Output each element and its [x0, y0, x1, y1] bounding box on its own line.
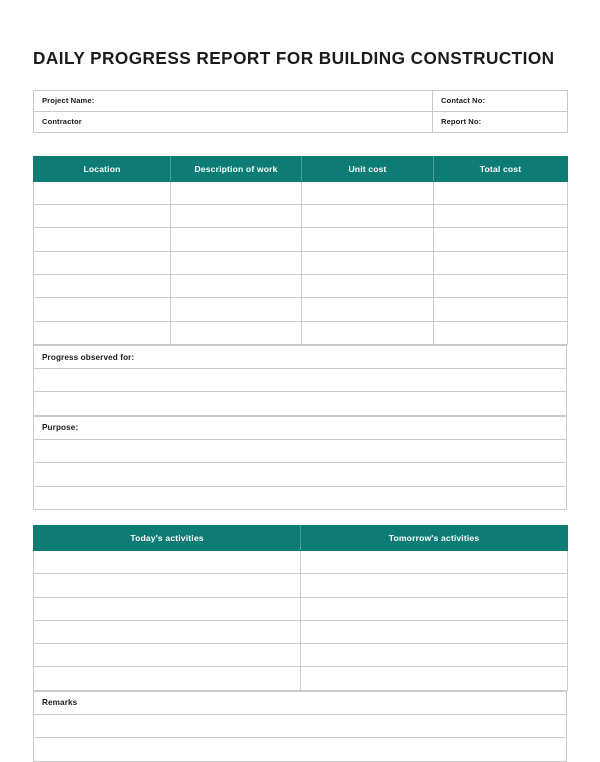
table-row [34, 111, 568, 132]
project-name-cell[interactable]: Project Name: [34, 90, 433, 111]
table-row [34, 486, 567, 509]
progress-line[interactable] [34, 369, 567, 392]
cell-todays-activity[interactable] [34, 620, 301, 643]
cell-description[interactable] [171, 228, 302, 251]
remarks-line[interactable] [34, 738, 567, 761]
cell-todays-activity[interactable] [34, 644, 301, 667]
cell-unit-cost[interactable] [302, 251, 434, 274]
column-header-unit-cost: Unit cost [302, 156, 434, 181]
cell-unit-cost[interactable] [302, 205, 434, 228]
activities-header-row [34, 525, 568, 550]
table-row [34, 90, 568, 111]
cell-location[interactable] [34, 321, 171, 344]
progress-observed-lines [34, 369, 567, 416]
page-title: DAILY PROGRESS REPORT FOR BUILDING CONSTRUCTION [33, 48, 555, 68]
contact-no-cell[interactable]: Contact No: [433, 90, 568, 111]
cell-total-cost[interactable] [434, 181, 568, 204]
work-table-body [34, 181, 568, 344]
cell-location[interactable] [34, 251, 171, 274]
cell-unit-cost[interactable] [302, 298, 434, 321]
section-label-row [34, 416, 567, 439]
table-row [34, 251, 568, 274]
cell-todays-activity[interactable] [34, 550, 301, 573]
cell-tomorrows-activity[interactable] [301, 574, 568, 597]
cell-tomorrows-activity[interactable] [301, 667, 568, 690]
contractor-cell[interactable]: Contractor [34, 111, 433, 132]
column-header-description: Description of work [171, 156, 302, 181]
cell-description[interactable] [171, 274, 302, 297]
activities-table-body [34, 550, 568, 690]
cell-total-cost[interactable] [434, 274, 568, 297]
table-row [34, 205, 568, 228]
cell-unit-cost[interactable] [302, 321, 434, 344]
cell-unit-cost[interactable] [302, 274, 434, 297]
cell-todays-activity[interactable] [34, 597, 301, 620]
table-row [34, 667, 568, 690]
cell-total-cost[interactable] [434, 228, 568, 251]
remarks-section [33, 691, 567, 762]
section-label-row [34, 691, 567, 714]
cell-tomorrows-activity[interactable] [301, 620, 568, 643]
cell-tomorrows-activity[interactable] [301, 550, 568, 573]
cell-total-cost[interactable] [434, 298, 568, 321]
table-row [34, 738, 567, 761]
cell-description[interactable] [171, 181, 302, 204]
purpose-label: Purpose: [34, 416, 567, 439]
table-row [34, 392, 567, 415]
progress-line[interactable] [34, 392, 567, 415]
cell-description[interactable] [171, 321, 302, 344]
cell-todays-activity[interactable] [34, 667, 301, 690]
remarks-line[interactable] [34, 715, 567, 738]
cell-location[interactable] [34, 298, 171, 321]
report-no-cell[interactable]: Report No: [433, 111, 568, 132]
purpose-line[interactable] [34, 486, 567, 509]
column-header-location: Location [34, 156, 171, 181]
table-row [34, 550, 568, 573]
purpose-line[interactable] [34, 463, 567, 486]
progress-observed-label: Progress observed for: [34, 345, 567, 368]
section-label-row [34, 345, 567, 368]
table-row [34, 620, 568, 643]
table-row [34, 644, 568, 667]
column-header-tomorrows-activities: Tomorrow's activities [301, 525, 568, 550]
cell-description[interactable] [171, 298, 302, 321]
purpose-line[interactable] [34, 440, 567, 463]
remarks-label: Remarks [34, 691, 567, 714]
table-row [34, 463, 567, 486]
activities-table [33, 525, 568, 691]
work-table-header-row [34, 156, 568, 181]
cell-location[interactable] [34, 228, 171, 251]
table-row [34, 574, 568, 597]
remarks-lines [34, 715, 567, 762]
cell-todays-activity[interactable] [34, 574, 301, 597]
progress-observed-section [33, 345, 567, 416]
table-row [34, 274, 568, 297]
cell-tomorrows-activity[interactable] [301, 644, 568, 667]
project-info-table [33, 90, 568, 133]
table-row [34, 298, 568, 321]
column-header-todays-activities: Today's activities [34, 525, 301, 550]
cell-description[interactable] [171, 205, 302, 228]
table-row [34, 597, 568, 620]
cell-unit-cost[interactable] [302, 228, 434, 251]
cell-unit-cost[interactable] [302, 181, 434, 204]
cell-description[interactable] [171, 251, 302, 274]
cell-location[interactable] [34, 181, 171, 204]
table-row [34, 369, 567, 392]
purpose-section [33, 416, 567, 510]
purpose-lines [34, 440, 567, 510]
work-items-table [33, 156, 568, 345]
cell-location[interactable] [34, 205, 171, 228]
table-row [34, 181, 568, 204]
column-header-total-cost: Total cost [434, 156, 568, 181]
cell-tomorrows-activity[interactable] [301, 597, 568, 620]
cell-total-cost[interactable] [434, 321, 568, 344]
table-row [34, 228, 568, 251]
table-row [34, 321, 568, 344]
cell-total-cost[interactable] [434, 205, 568, 228]
cell-location[interactable] [34, 274, 171, 297]
cell-total-cost[interactable] [434, 251, 568, 274]
table-row [34, 440, 567, 463]
table-row [34, 715, 567, 738]
